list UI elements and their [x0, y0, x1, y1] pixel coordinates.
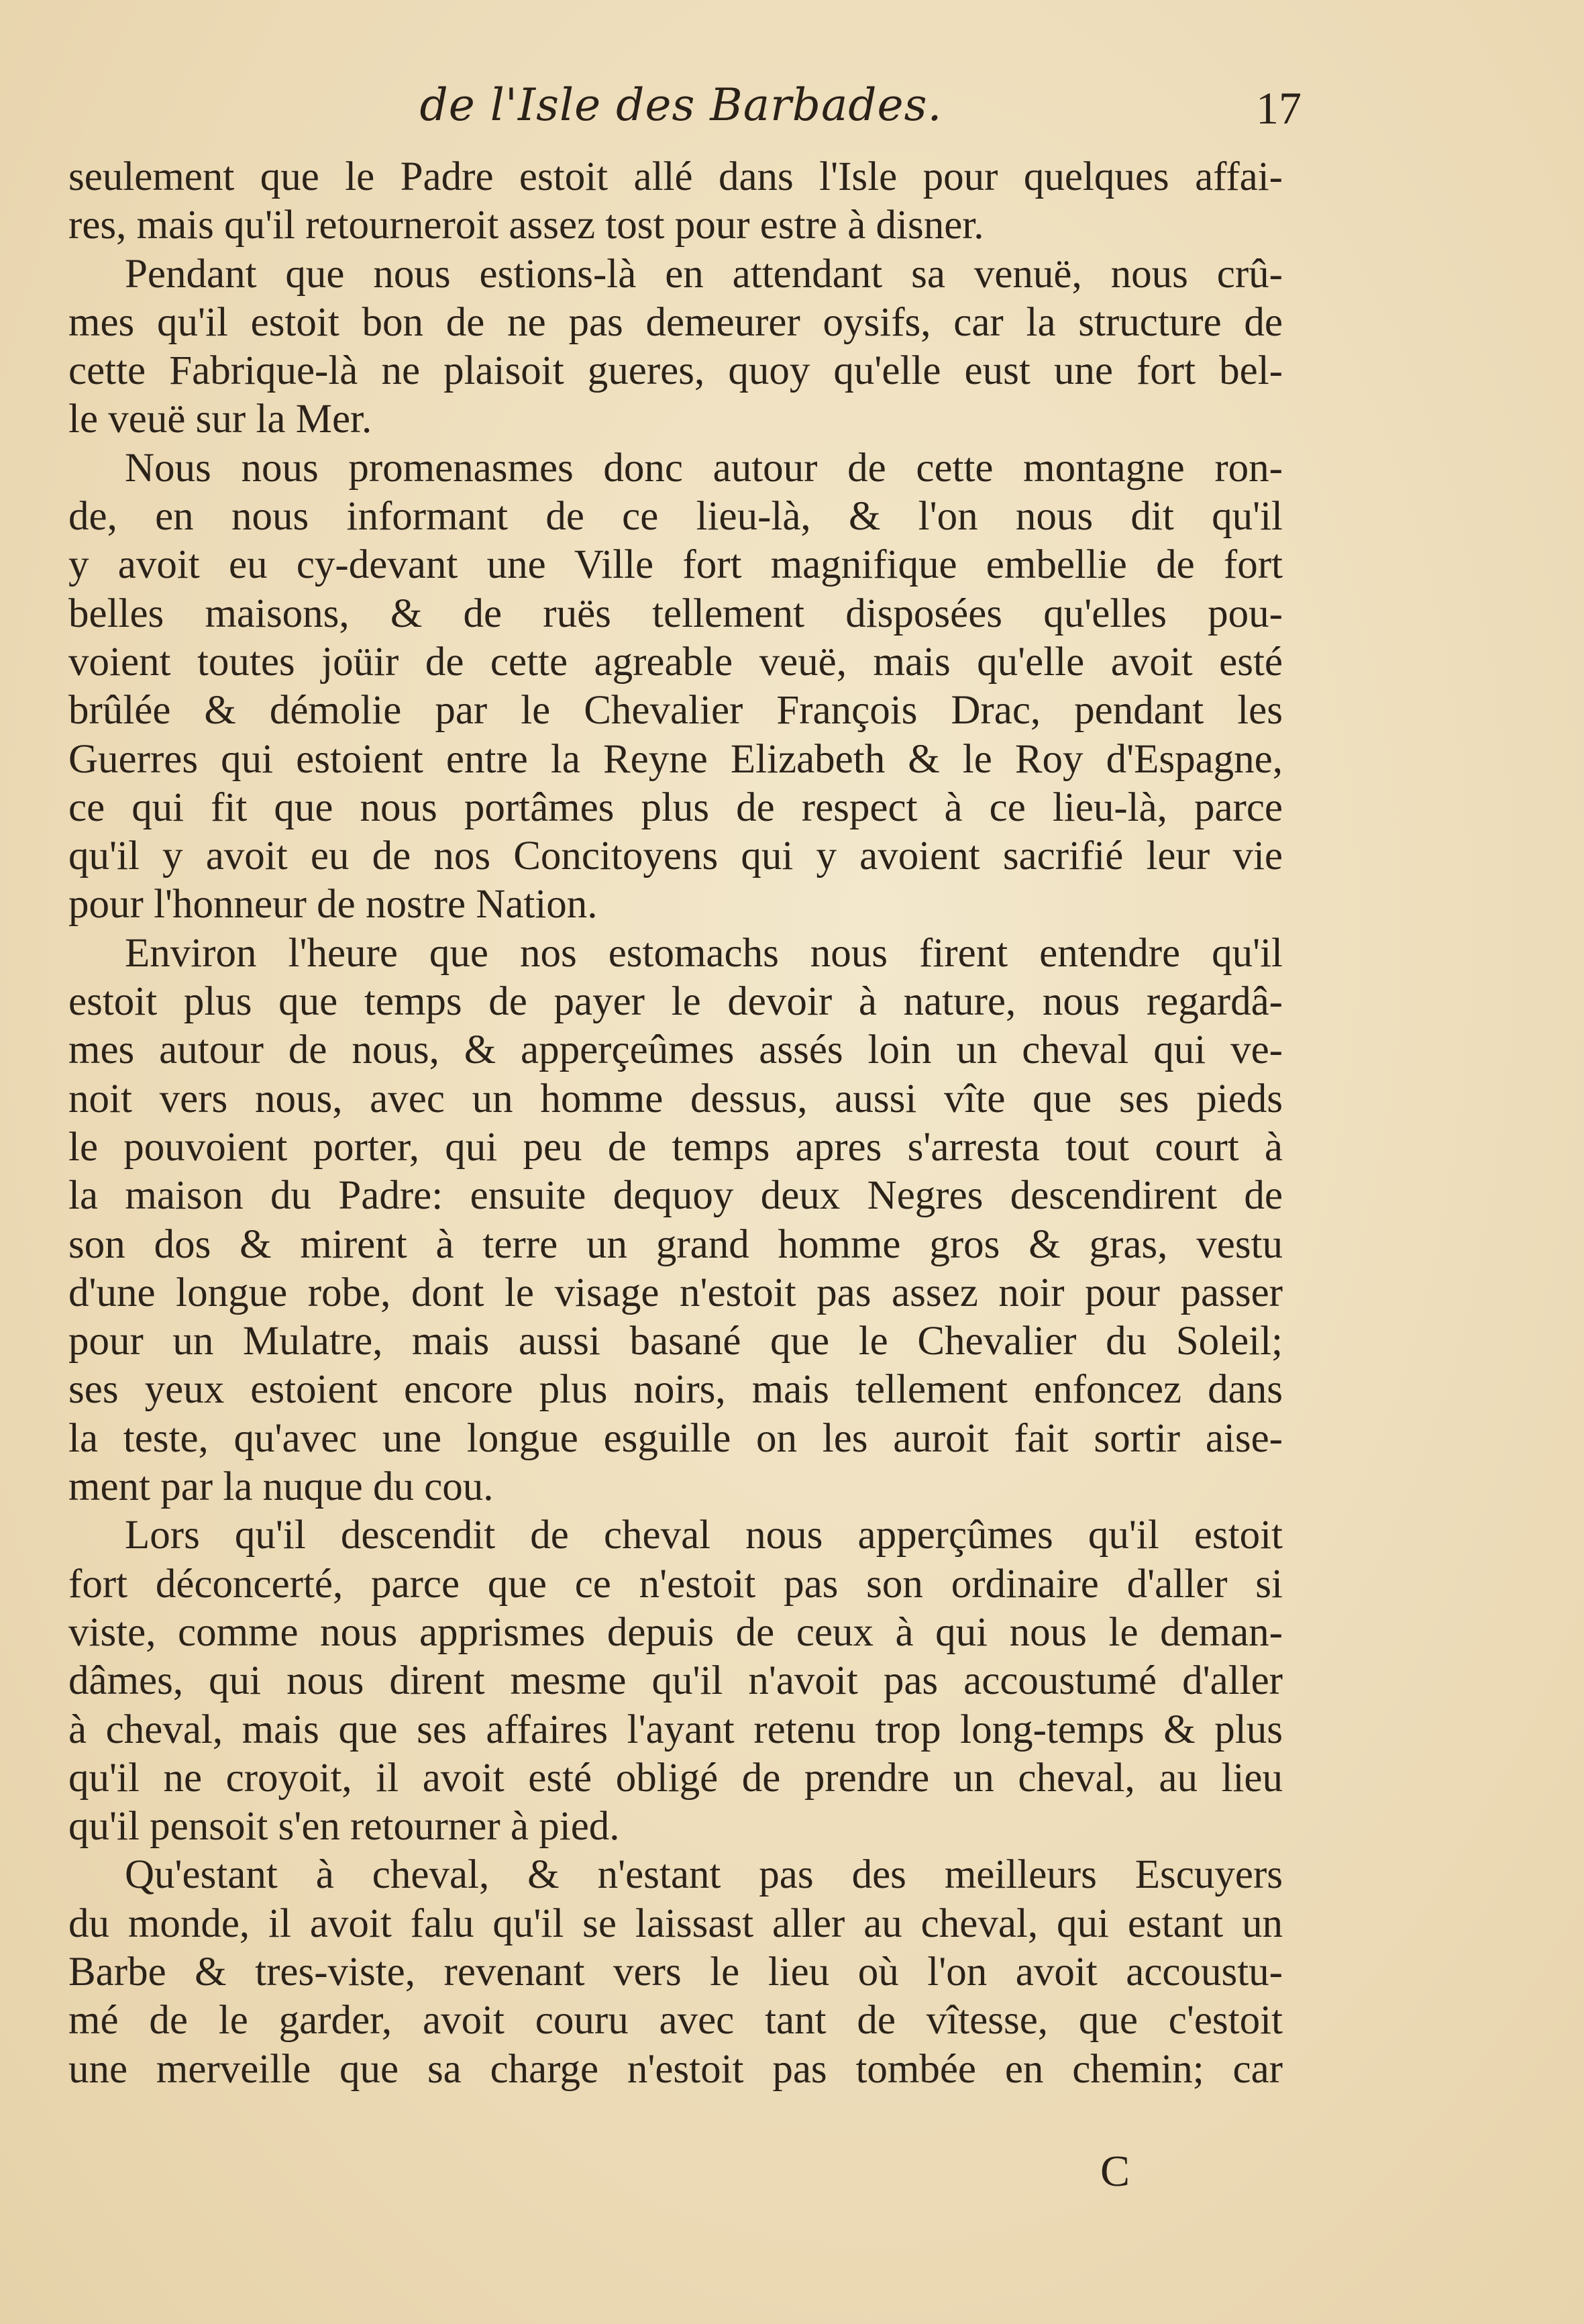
text-line: viste, comme nous apprismes depuis de ceux à qui nous le deman-: [68, 1609, 1283, 1655]
text-line: mes autour de nous, & apperçeûmes assés loin un cheval qui ve-: [68, 1027, 1283, 1073]
text-line: pour un Mulatre, mais aussi basané que le Chevalier du Soleil;: [68, 1319, 1283, 1364]
page-number: 17: [1256, 83, 1302, 134]
text-line: pour l'honneur de nostre Nation.: [68, 882, 598, 927]
text-line: le pouvoient porter, qui peu de temps apres s'arresta tout court à: [68, 1124, 1283, 1170]
text-line: ses yeux estoient encore plus noirs, mais tellement enfoncez dans: [68, 1367, 1283, 1413]
text-line: voient toutes joüir de cette agreable veuë, mais qu'elle avoit esté: [68, 639, 1283, 685]
text-line: une merveille que sa charge n'estoit pas tombée en chemin; car: [68, 2046, 1283, 2092]
text-line: le veuë sur la Mer.: [68, 397, 372, 442]
text-line: cette Fabrique-là ne plaisoit gueres, quoy qu'elle eust une fort bel-: [68, 348, 1283, 394]
text-line: Lors qu'il descendit de cheval nous apperçûmes qu'il estoit: [125, 1513, 1283, 1558]
text-line: Nous nous promenasmes donc autour de cette montagne ron-: [125, 445, 1283, 491]
text-line: seulement que le Padre estoit allé dans l'Isle pour quelques affai-: [68, 154, 1283, 199]
text-line: de, en nous informant de ce lieu-là, & l'on nous dit qu'il: [68, 494, 1283, 540]
text-line: Environ l'heure que nos estomachs nous firent entendre qu'il: [125, 930, 1283, 976]
body-text: [68, 153, 1283, 2094]
text-line: Pendant que nous estions-là en attendant sa venuë, nous crû-: [125, 251, 1283, 297]
text-line: à cheval, mais que ses affaires l'ayant retenu trop long-temps & plus: [68, 1707, 1283, 1752]
text-line: Barbe & tres-viste, revenant vers le lieu où l'on avoit accoustu-: [68, 1949, 1283, 1994]
text-line: mes qu'il estoit bon de ne pas demeurer oysifs, car la structure de: [68, 299, 1283, 345]
signature-mark: C: [1100, 2147, 1130, 2196]
text-line: la teste, qu'avec une longue esguille on les auroit fait sortir aise-: [68, 1415, 1283, 1461]
text-line: ment par la nuque du cou.: [68, 1464, 494, 1510]
text-line: mé de le garder, avoit couru avec tant de vîtesse, que c'estoit: [68, 1998, 1283, 2043]
text-line: fort déconcerté, parce que ce n'estoit pas son ordinaire d'aller si: [68, 1561, 1283, 1607]
text-line: Guerres qui estoient entre la Reyne Elizabeth & le Roy d'Espagne,: [68, 736, 1283, 782]
text-line: belles maisons, & de ruës tellement disposées qu'elles pou-: [68, 591, 1283, 636]
text-line: du monde, il avoit falu qu'il se laissast aller au cheval, qui estant un: [68, 1901, 1283, 1946]
text-line: qu'il y avoit eu de nos Concitoyens qui y avoient sacrifié leur vie: [68, 833, 1283, 879]
text-line: Qu'estant à cheval, & n'estant pas des meilleurs Escuyers: [125, 1852, 1283, 1898]
running-title: de l'Isle des Barbades.: [419, 79, 943, 131]
text-line: d'une longue robe, dont le visage n'estoit pas assez noir pour passer: [68, 1270, 1283, 1315]
text-line: res, mais qu'il retourneroit assez tost pour estre à disner.: [68, 203, 984, 248]
text-line: qu'il ne croyoit, il avoit esté obligé de prendre un cheval, au lieu: [68, 1755, 1283, 1801]
text-line: estoit plus que temps de payer le devoir à nature, nous regardâ-: [68, 979, 1283, 1025]
text-line: ce qui fit que nous portâmes plus de respect à ce lieu-là, parce: [68, 785, 1283, 830]
text-line: la maison du Padre: ensuite dequoy deux Negres descendirent de: [68, 1173, 1283, 1219]
text-line: noit vers nous, avec un homme dessus, aussi vîte que ses pieds: [68, 1076, 1283, 1121]
text-line: qu'il pensoit s'en retourner à pied.: [68, 1804, 620, 1850]
text-line: brûlée & démolie par le Chevalier François Drac, pendant les: [68, 688, 1283, 734]
page-header: [67, 79, 1302, 153]
text-line: y avoit eu cy-devant une Ville fort magnifique embellie de fort: [68, 542, 1283, 588]
text-line: dâmes, qui nous dirent mesme qu'il n'avoit pas accoustumé d'aller: [68, 1658, 1283, 1704]
text-line: son dos & mirent à terre un grand homme gros & gras, vestu: [68, 1221, 1283, 1267]
